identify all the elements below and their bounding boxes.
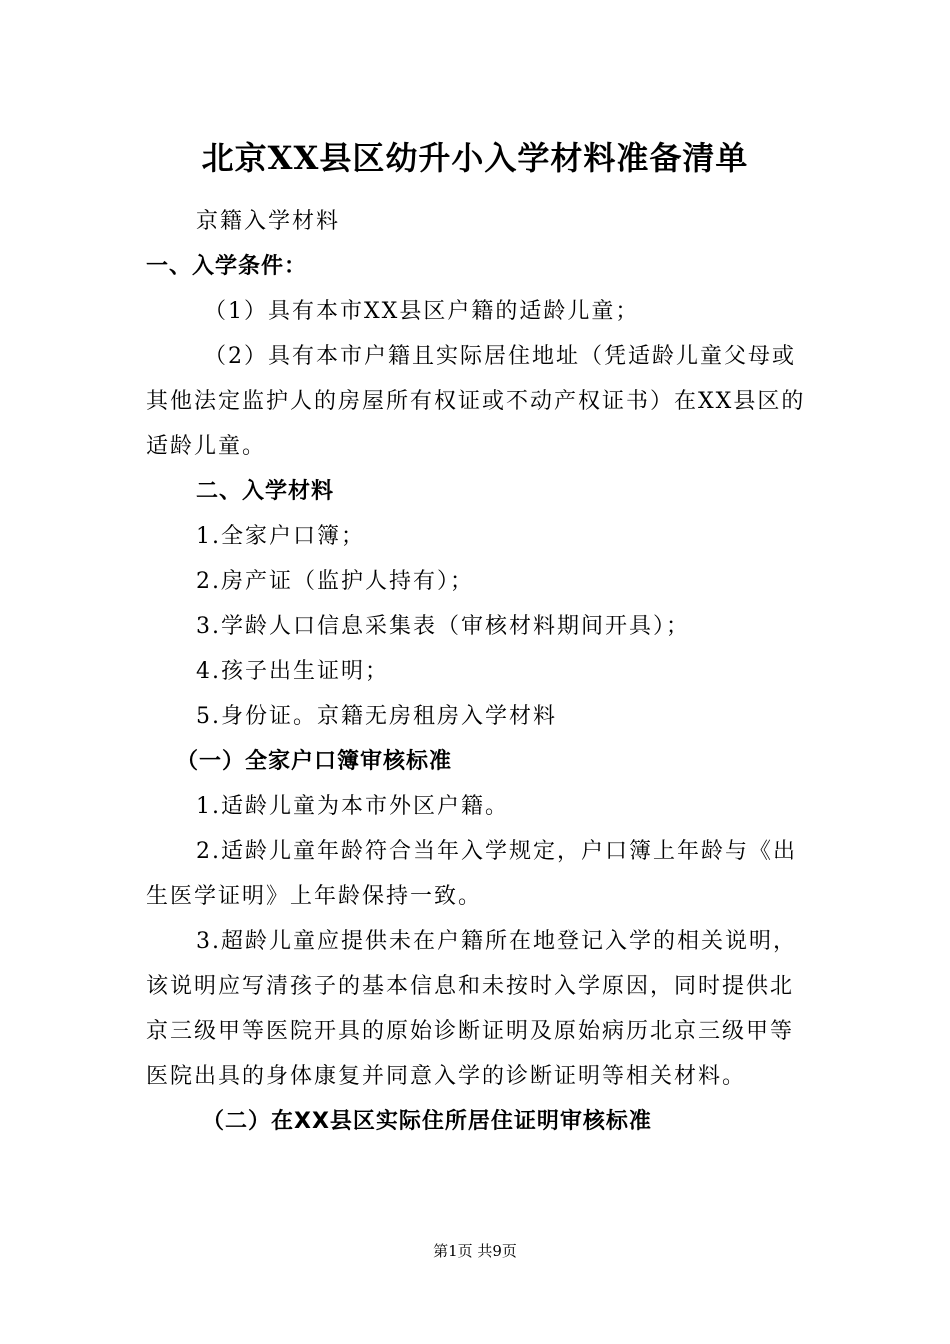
heading-household-register-standard: （一）全家户口簿审核标准 xyxy=(176,749,453,774)
heading-enrollment-conditions: 一、入学条件： xyxy=(146,254,308,279)
material-item-1: 1.全家户口簿； xyxy=(196,524,365,549)
heading-residence-standard: （二）在XX县区实际住所居住证明审核标准 xyxy=(202,1109,652,1134)
condition-item-1: （1）具有本市XX县区户籍的适龄儿童； xyxy=(204,299,640,324)
standard-item-3: 3.超龄儿童应提供未在户籍所在地登记入学的相关说明，该说明应写清孩子的基本信息和未按时入学原因，同时提供北京三级甲等医院开具的原始诊断证明及原始病历北京三级甲等医院出具的身体康复并同意入学的诊断证明等相关材料。 xyxy=(146,929,797,1089)
heading-enrollment-materials: 二、入学材料 xyxy=(196,479,335,504)
standard-item-1: 1.适龄儿童为本市外区户籍。 xyxy=(196,794,509,819)
page-footer: 第1页 共9页 xyxy=(433,1242,517,1260)
material-item-3: 3.学龄人口信息采集表（审核材料期间开具）； xyxy=(196,614,690,639)
material-item-5: 5.身份证。京籍无房租房入学材料 xyxy=(196,704,557,729)
document-body xyxy=(146,199,806,1144)
condition-item-2: （2）具有本市户籍且实际居住地址（凭适龄儿童父母或其他法定监护人的房屋所有权证或不动产权证书）在XX县区的适龄儿童。 xyxy=(146,344,806,459)
standard-item-2: 2.适龄儿童年龄符合当年入学规定，户口簿上年龄与《出生医学证明》上年龄保持一致。 xyxy=(146,839,797,909)
document-title: 北京XX县区幼升小入学材料准备清单 xyxy=(201,139,749,177)
material-item-2: 2.房产证（监护人持有）； xyxy=(196,569,474,594)
paragraph-section-label: 京籍入学材料 xyxy=(196,209,341,234)
material-item-4: 4.孩子出生证明； xyxy=(196,659,389,684)
